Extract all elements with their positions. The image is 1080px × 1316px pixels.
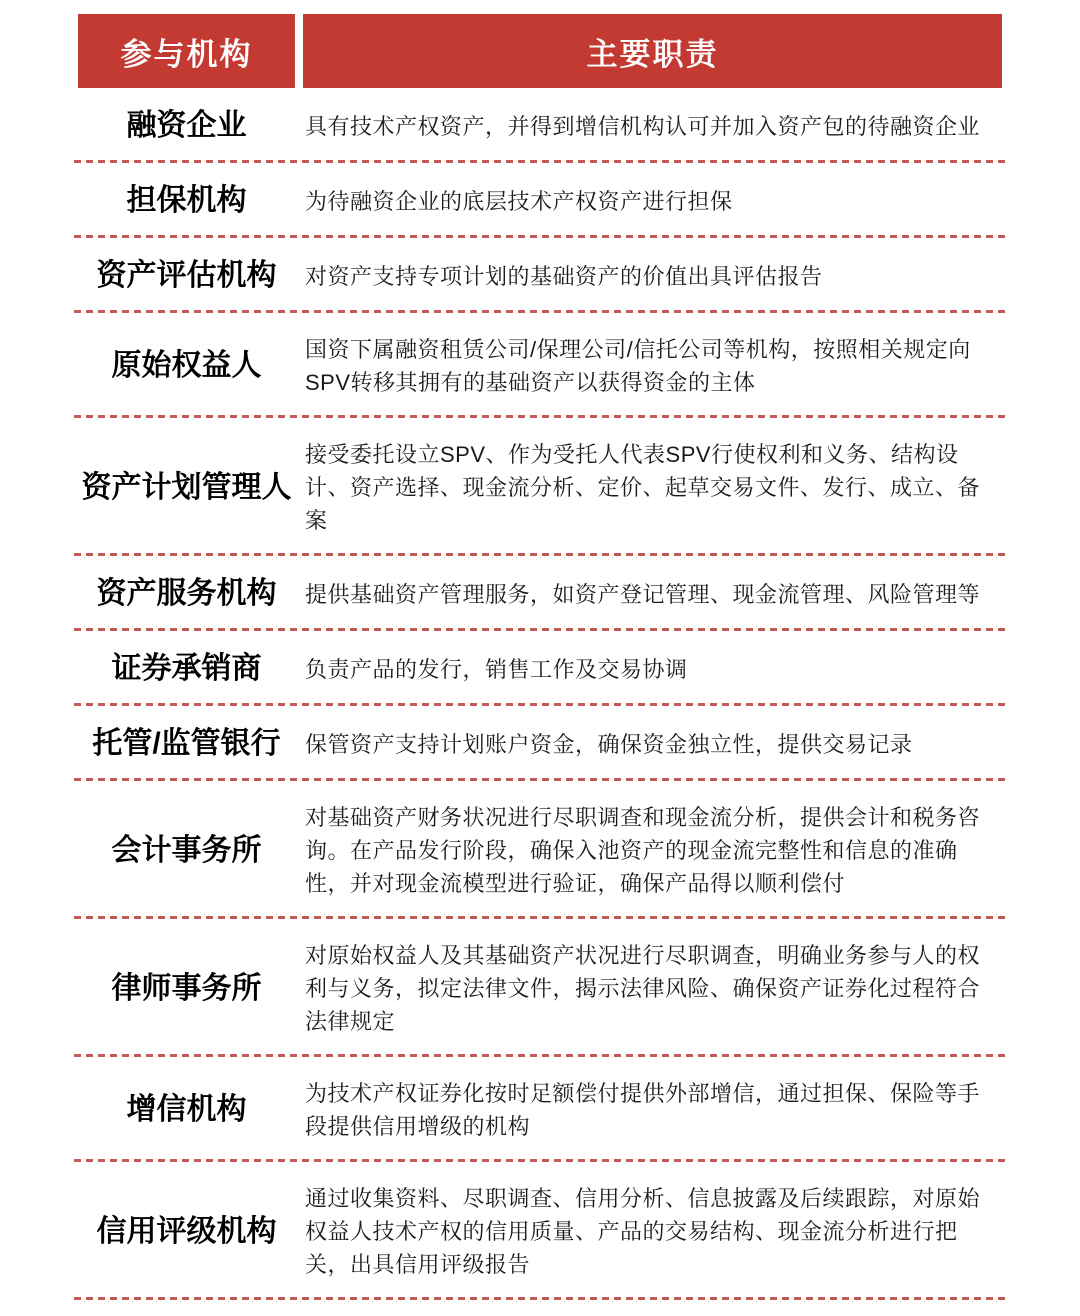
duty-text: 对原始权益人及其基础资产状况进行尽职调查，明确业务参与人的权利与义务，拟定法律文件，揭示法律风险、确保资产证券化过程符合法律规定: [305, 943, 981, 1034]
table-row: [78, 418, 1002, 556]
org-name: 证券承销商: [111, 652, 262, 685]
duty-text: 国资下属融资租赁公司/保理公司/信托公司等机构，按照相关规定向SPV转移其拥有的基础资产以获得资金的主体: [305, 337, 971, 395]
duty-text: 为待融资企业的底层技术产权资产进行担保: [305, 188, 733, 214]
duty-text: 对基础资产财务状况进行尽职调查和现金流分析，提供会计和税务咨询。在产品发行阶段，确保入池资产的现金流完整性和信息的准确性，并对现金流模型进行验证，确保产品得以顺利偿付: [305, 805, 981, 896]
header-col-duties: 主要职责: [303, 14, 1002, 88]
table-row: [78, 706, 1002, 781]
org-name: 会计事务所: [111, 833, 262, 867]
header-col-participants: 参与机构: [78, 14, 295, 88]
table-row: [78, 88, 1002, 163]
duty-text: 对资产支持专项计划的基础资产的价值出具评估报告: [305, 263, 823, 289]
org-name: 资产评估机构: [96, 259, 277, 292]
org-name: 托管/监管银行: [92, 727, 281, 760]
participants-table: [78, 14, 1002, 1300]
org-name: 信用评级机构: [96, 1214, 277, 1248]
org-name: 担保机构: [126, 184, 247, 217]
org-name: 资产服务机构: [96, 577, 277, 610]
duty-text: 提供基础资产管理服务，如资产登记管理、现金流管理、风险管理等: [305, 581, 981, 607]
org-name: 融资企业: [126, 109, 247, 142]
duty-text: 为技术产权证券化按时足额偿付提供外部增信，通过担保、保险等手段提供信用增级的机构: [305, 1081, 981, 1139]
table-row: [78, 919, 1002, 1057]
table-row: [78, 556, 1002, 631]
org-name: 律师事务所: [111, 971, 262, 1005]
org-name: 资产计划管理人: [81, 470, 292, 504]
table-header-row: [78, 14, 1002, 88]
table-row: [78, 1057, 1002, 1162]
duty-text: 保管资产支持计划账户资金，确保资金独立性，提供交易记录: [305, 731, 913, 757]
duty-text: 通过收集资料、尽职调查、信用分析、信息披露及后续跟踪，对原始权益人技术产权的信用质量、产品的交易结构、现金流分析进行把关，出具信用评级报告: [305, 1186, 981, 1277]
table-row: [78, 163, 1002, 238]
table-row: [78, 1162, 1002, 1300]
table-row: [78, 313, 1002, 418]
duty-text: 具有技术产权资产，并得到增信机构认可并加入资产包的待融资企业: [305, 113, 981, 139]
table-row: [78, 631, 1002, 706]
org-name: 原始权益人: [111, 349, 262, 382]
table-row: [78, 781, 1002, 919]
duty-text: 接受委托设立SPV、作为受托人代表SPV行使权利和义务、结构设计、资产选择、现金流分析、定价、起草交易文件、发行、成立、备案: [305, 442, 981, 533]
org-name: 增信机构: [126, 1093, 247, 1126]
table-row: [78, 238, 1002, 313]
duty-text: 负责产品的发行，销售工作及交易协调: [305, 656, 688, 682]
